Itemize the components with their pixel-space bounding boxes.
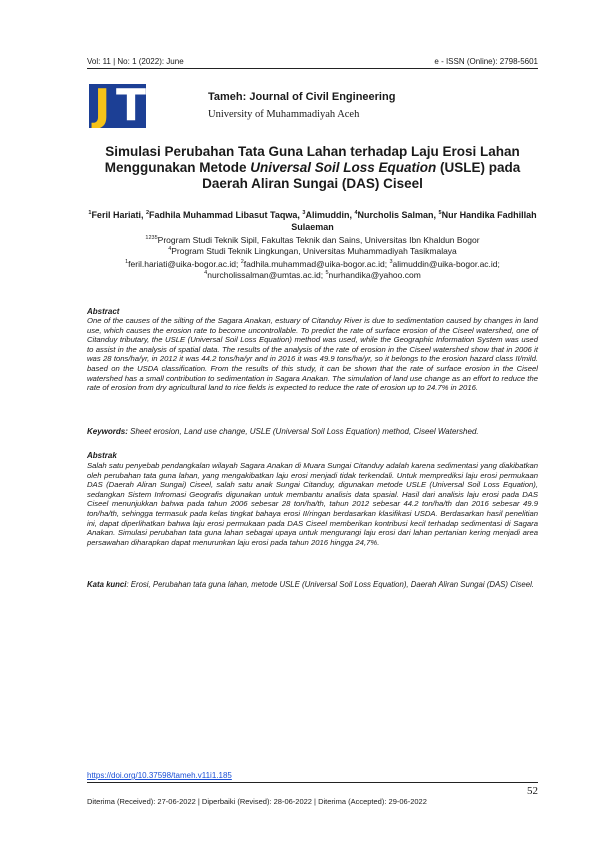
email-index: 2 bbox=[240, 259, 244, 266]
email-text: nurhandika@yahoo.com bbox=[328, 270, 421, 280]
author-index: 1 bbox=[88, 210, 92, 216]
keywords bbox=[87, 427, 538, 436]
submission-dates: Diterima (Received): 27-06-2022 | Diperbaiki (Revised): 28-06-2022 | Diterima (Accepted): 29-06-2022 bbox=[87, 797, 427, 806]
author-index: 5 bbox=[438, 210, 442, 216]
journal-logo bbox=[89, 84, 146, 128]
kata-kunci bbox=[87, 580, 538, 590]
title-line-2-start: Menggunakan Metode bbox=[104, 160, 251, 175]
author bbox=[302, 210, 354, 220]
email-text: fadhila.muhammad@uika-bogor.ac.id; bbox=[243, 259, 390, 269]
abstract-heading: Abstract bbox=[87, 307, 120, 316]
email-index: 3 bbox=[389, 259, 393, 266]
issn: e - ISSN (Online): 2798-5601 bbox=[434, 57, 538, 66]
abstrak-text: Salah satu penyebab pendangkalan wilayah Sagara Anakan di Muara Sungai Citanduy adalah karena sedimentasi yang diakibatkan oleh perubahan tata guna lahan, yang mengakibatkan laju erosi menjadi tidak terkendali. Untuk memprediksi laju erosi permukaan DAS (Daerah Aliran Sungai) Ciseel, salah satu anak Sungai Citanduy, digunakan metode USLE (Universal Soil Loss Equation), sedangkan Sistem Infromasi Geografis digunakan untuk membantu analisis data spasial. Hasil dari analisis laju erosi pada DAS Ciseel menunjukkan bahwa pada tahun 2006 sebesar 28 ton/ha/th, tahun 2012 sebesar 44.2 ton/ha/th dan 2016 sebesar 49.9 ton/ha/th, sehingga termasuk pada kelas tingkat bahaya erosi II/ringan berdasarkan klasifikasi USDA. Berdasarkan hasil penelitian ini, dapat diperlihatkan bahwa laju erosi permukaan pada DAS Ciseel memberikan kontribusi kecil terhadap sedimentasi di Sagara Anakan. Simulasi perubahan tata guna lahan sebagai upaya untuk mengurangi laju erosi dari lahan pertanian kering menjadi area persawahan diharapkan dapat menurunkan laju erosi pada tahun 2016 hingga 24,7%. bbox=[87, 461, 538, 547]
author-name: Fadhila Muhammad Libasut Taqwa, bbox=[149, 210, 303, 220]
author-list bbox=[80, 209, 545, 233]
header-divider bbox=[87, 68, 538, 69]
journal-university: University of Muhammadiyah Aceh bbox=[208, 109, 360, 120]
paper-title bbox=[80, 144, 545, 192]
email bbox=[325, 270, 420, 280]
author-name: Nur Handika Fadhillah Sulaeman bbox=[291, 210, 537, 232]
email-index: 5 bbox=[325, 270, 329, 277]
email-text: feril.hariati@uika-bogor.ac.id; bbox=[128, 259, 241, 269]
keywords-label: Keywords: bbox=[87, 427, 128, 436]
author bbox=[146, 210, 302, 220]
author-name: Nurcholis Salman, bbox=[357, 210, 439, 220]
email-index: 4 bbox=[204, 270, 208, 277]
author-index: 3 bbox=[302, 210, 306, 216]
email-index: 1 bbox=[125, 259, 129, 266]
affiliation-index: 1235 bbox=[145, 235, 158, 242]
affiliation bbox=[80, 235, 545, 246]
email bbox=[125, 259, 241, 269]
affiliation bbox=[80, 246, 545, 257]
title-line-2 bbox=[80, 160, 545, 176]
doi-link[interactable]: https://doi.org/10.37598/tameh.v11i1.185 bbox=[87, 771, 232, 780]
email bbox=[389, 259, 499, 269]
logo-letter-j: J bbox=[94, 84, 109, 128]
volume-issue: Vol: 11 | No: 1 (2022): June bbox=[87, 57, 184, 66]
title-line-3: Daerah Aliran Sungai (DAS) Ciseel bbox=[202, 176, 423, 191]
email bbox=[204, 270, 325, 280]
author-name: Alimuddin, bbox=[305, 210, 355, 220]
affiliation-text: Program Studi Teknik Lingkungan, Universitas Muhammadiyah Tasikmalaya bbox=[171, 246, 457, 256]
author-emails bbox=[80, 259, 545, 281]
kata-kunci-text: : Erosi, Perubahan tata guna lahan, metode USLE (Universal Soil Loss Equation), Daerah Aliran Sungai (DAS) Ciseel. bbox=[126, 580, 534, 589]
affiliation-text: Program Studi Teknik Sipil, Fakultas Teknik dan Sains, Universitas Ibn Khaldun Bogor bbox=[157, 235, 480, 245]
abstrak-heading: Abstrak bbox=[87, 451, 117, 460]
keywords-text: Sheet erosion, Land use change, USLE (Universal Soil Loss Equation) method, Ciseel Watershed. bbox=[127, 427, 479, 436]
title-line-2-italic: Universal Soil Loss Equation bbox=[250, 160, 437, 175]
affiliation-index: 4 bbox=[168, 246, 172, 253]
author bbox=[88, 210, 146, 220]
title-line-1: Simulasi Perubahan Tata Guna Lahan terhadap Laju Erosi Lahan bbox=[105, 144, 520, 159]
email-text: nurcholissalman@umtas.ac.id; bbox=[207, 270, 326, 280]
footer-divider bbox=[87, 782, 538, 783]
title-line-2-end: (USLE) pada bbox=[436, 160, 521, 175]
author-index: 2 bbox=[145, 210, 150, 216]
logo-letter-t: T bbox=[116, 84, 146, 128]
author-name: Feril Hariati, bbox=[91, 210, 146, 220]
author bbox=[354, 210, 438, 220]
abstract-text: One of the causes of the silting of the Sagara Anakan, estuary of Citanduy River is due to sedimentation caused by changes in land use, which causes the erosion rate to become uncontrollable. To predict the rate of surface erosion of the Ciseel watershed, one of Citanduy tributary, the USLE (Universal Soil Loss Equation) method was used, while the Geographic Information System was used to assist in the analysis of spatial data. The results of the analysis of the rate of erosion in the Ciseel watershed show that in 2006 it was 28 tons/ha/yr, in 2012 it was 44.2 tons/ha/yr and in 2016 it was 49.9 tons/ha/yr, so it belongs to the erosion hazard class II/mild. based on the USDA classification. From the results of this study, it can be shown that the rate of surface erosion in the Ciseel watershed has a small contribution to sedimentation in Sagara Anakan. The simulation of land use change as an effort to reduce the rate of erosion from dry agricultural land to rice fields is expected to reduce the rate of erosion up to 24.7% in 2016. bbox=[87, 316, 538, 393]
journal-name: Tameh: Journal of Civil Engineering bbox=[208, 91, 396, 103]
email bbox=[240, 259, 393, 269]
email-text: alimuddin@uika-bogor.ac.id; bbox=[392, 259, 500, 269]
page-number: 52 bbox=[527, 785, 538, 797]
kata-kunci-label: Kata kunci bbox=[87, 580, 127, 589]
author-index: 4 bbox=[354, 210, 358, 216]
